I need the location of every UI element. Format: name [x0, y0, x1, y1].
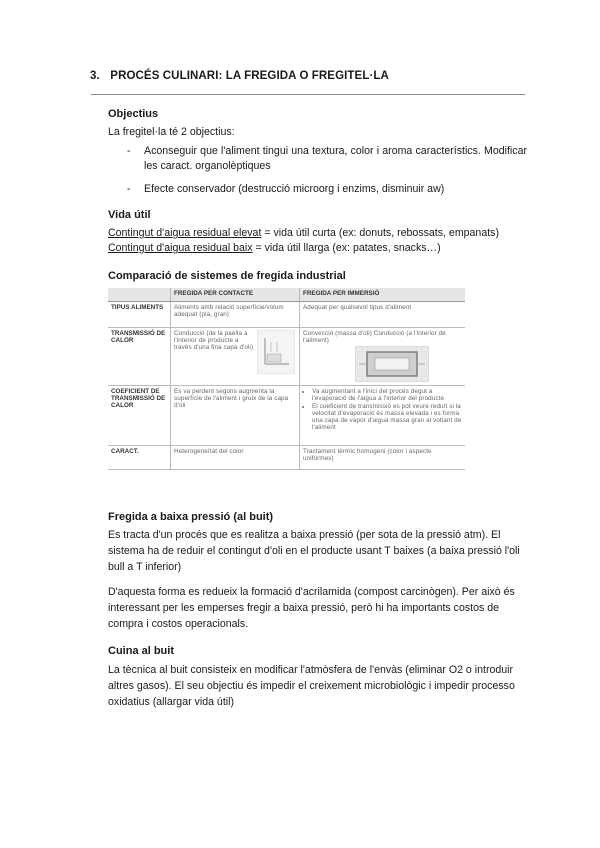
cell-contacte: Conducció (de la paella a l'interior de producte a través d'una fina capa d'oli) [171, 328, 300, 386]
title-divider [91, 94, 525, 95]
baixa-pressio-para-1: Es tracta d'un procés que es realitza a baixa pressió (per sota de la pressió atm). El sistema ha de reduir el contingut d'oli en el producte usant T baixes (a baixa pressió l'oli bull a T inferior) [108, 529, 520, 573]
table-header-contacte: FREGIDA PER CONTACTE [171, 288, 300, 302]
section-title [90, 70, 389, 82]
row-label: CARACT. [108, 446, 171, 470]
table-row [108, 386, 465, 446]
cell-immersio: Tractament tèrmic homogeni (color i aspecte uniformes) [300, 446, 466, 470]
objectius-heading: Objectius [108, 108, 159, 120]
baixa-pressio-heading: Fregida a baixa pressió (al buit) [108, 511, 274, 523]
table-header-immersio: FREGIDA PER IMMERSIÓ [300, 288, 466, 302]
cuina-buit-heading: Cuina al buit [108, 645, 174, 657]
cuina-buit-para: La tècnica al buit consisteix en modificar l'atmòsfera de l'envàs (eliminar O2 o introduir altres gasos). El seu objectiu és impedir el creixement microbiològic i impedir processo oxidatius (allargar vida útil) [108, 664, 515, 708]
cell-immersio: Adequat per qualsevol tipus d'aliment [300, 302, 466, 328]
objectius-list [127, 144, 527, 205]
baixa-pressio-para-2: D'aquesta forma es redueix la formació d'acrilamida (compost carcinògen). Per això és interessant per les emperses fregir a baixa pressió, però hi ha importants costos de compra i costos operacionals. [108, 586, 515, 630]
row-label: COEFICIENT DE TRANSMISSIÓ DE CALOR [108, 386, 171, 446]
table-row [108, 302, 465, 328]
table-row [108, 328, 465, 386]
table-row [108, 446, 465, 470]
list-item: • Va augmentant a l'inici del procés degut a l'evaporació de l'aigua a l'interior del producte [312, 388, 462, 402]
cell-contacte: Es va perdent segons augmenta la superfície de l'aliment i gruix de la capa d'oli [171, 386, 300, 446]
cell-contacte: Aliments amb relació superfície/volum adequat (pla, gran) [171, 302, 300, 328]
table-header-empty [108, 288, 171, 302]
section-number: 3. [90, 70, 100, 82]
list-item: - Efecte conservador (destrucció microorg i enzims, disminuir aw) [127, 183, 445, 195]
comparison-table [108, 288, 465, 470]
list-item: - Aconseguir que l'aliment tingui una textura, color i aroma característics. Modificar les caract. organolèptiques [127, 145, 527, 172]
row-label: TIPUS ALIMENTS [108, 302, 171, 328]
cell-contacte: Heterogeneïtat del color [171, 446, 300, 470]
vida-util-line-1: Contingut d'aigua residual elevat = vida útil curta (ex: donuts, rebossats, empanats) [108, 227, 499, 239]
objectius-intro: La fregitel·la té 2 objectius: [108, 126, 235, 138]
section-title-text: PROCÉS CULINARI: LA FREGIDA O FREGITEL·LA [110, 70, 389, 82]
vida-util-heading: Vida útil [108, 209, 151, 221]
immersion-frying-diagram [355, 346, 429, 382]
contact-frying-diagram [257, 330, 295, 374]
comparacio-heading: Comparació de sistemes de fregida industrial [108, 270, 346, 282]
cell-immersio [300, 386, 466, 446]
row-label: TRANSMISSIÓ DE CALOR [108, 328, 171, 386]
table-header-row [108, 288, 465, 302]
list-item: • El coeficient de transmissió es pot veure reduït si la velocitat d'evaporació és massa elevada i es forma una capa de vapor d'aigua massa gran al voltant de l'aliment [312, 403, 462, 431]
cell-immersio: Convecció (massa d'oli) Conducció (a l'interior de l'aliment) [300, 328, 466, 386]
vida-util-line-2: Contingut d'aigua residual baix = vida útil llarga (ex: patates, snacks…) [108, 242, 441, 254]
